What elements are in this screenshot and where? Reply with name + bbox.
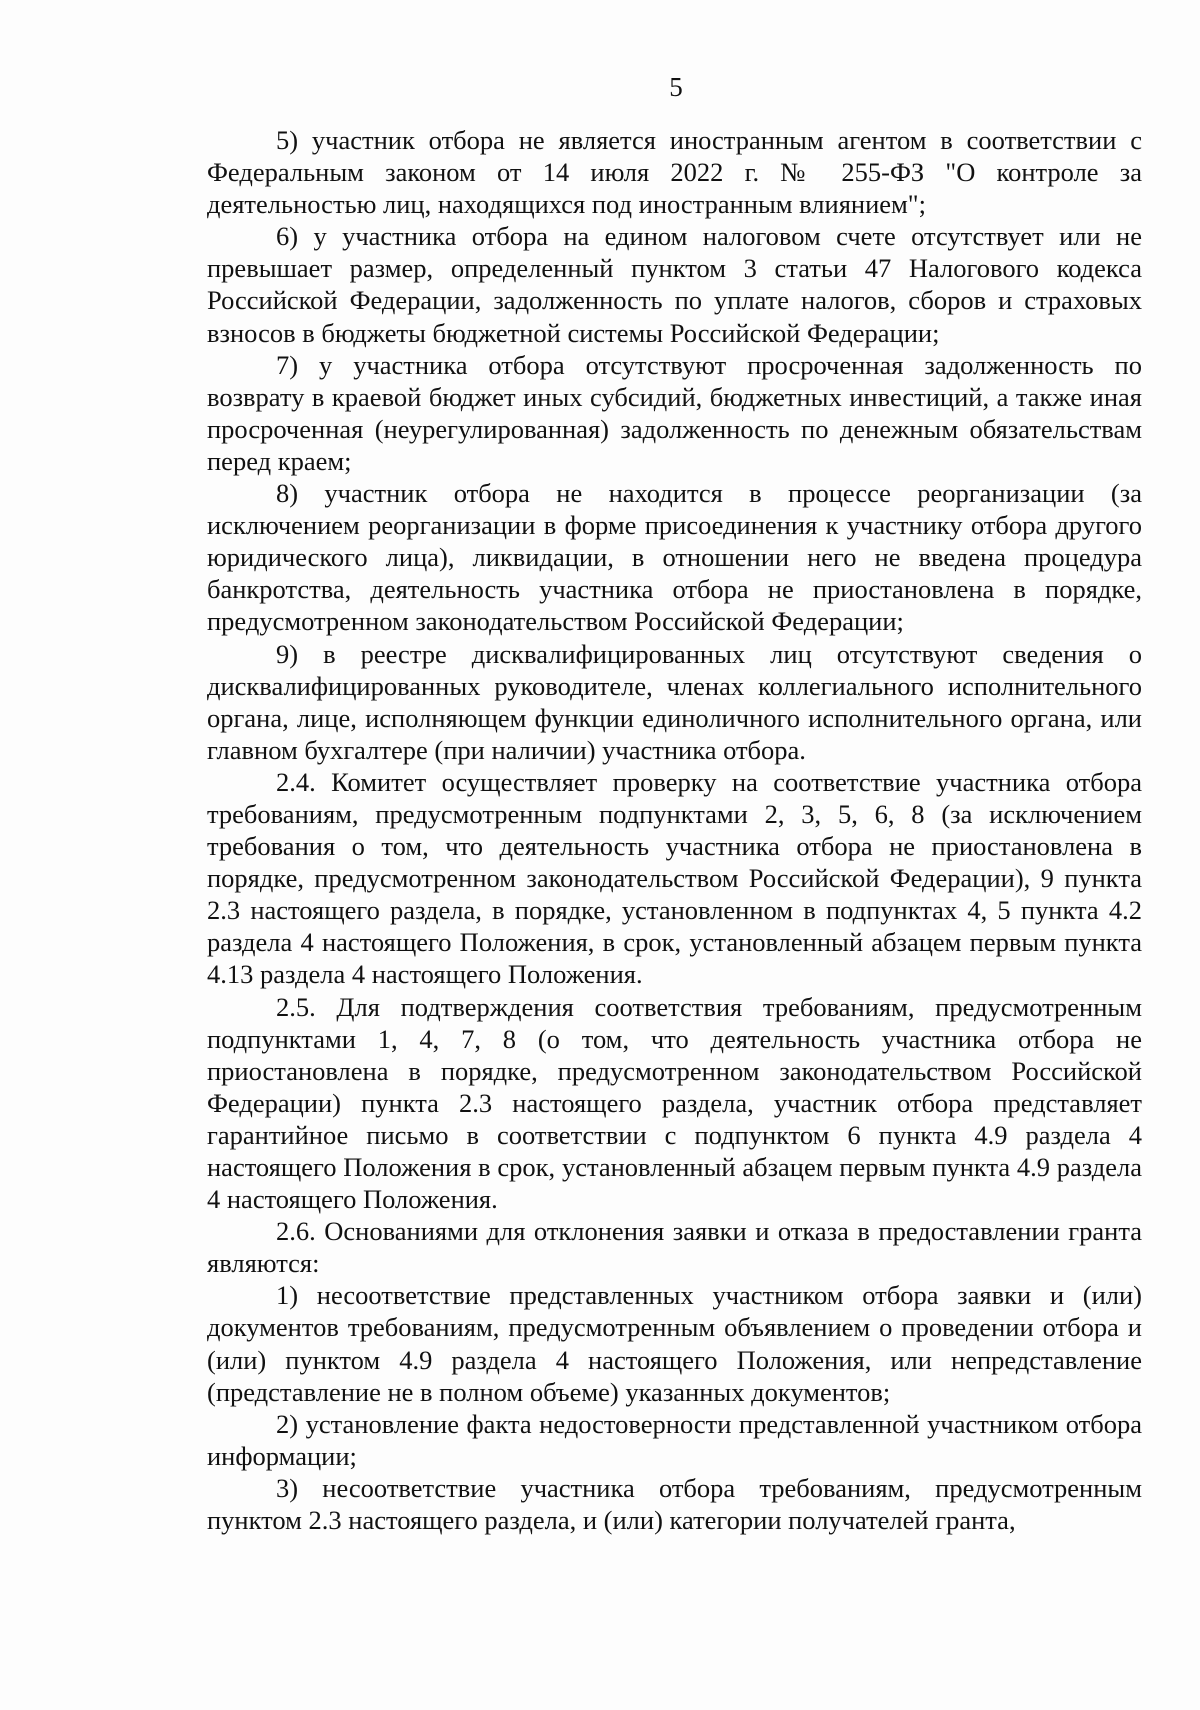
paragraph-ground-1: 1) несоответствие представленных участником отбора заявки и (или) документов требованиям, предусмотренным объявлением о проведении отбора и (или) пунктом 4.9 раздела 4 настоящего Положения, или непредставление (представление не в полном объеме) указанных документов; [207,1280,1142,1407]
document-body [207,124,1142,1536]
paragraph-ground-3: 3) несоответствие участника отбора требованиям, предусмотренным пунктом 2.3 настоящего раздела, и (или) категории получателей гранта, [207,1472,1142,1536]
paragraph-item-5: 5) участник отбора не является иностранным агентом в соответствии с Федеральным законом от 14 июля 2022 г. № 255-ФЗ "О контроле за деятельностью лиц, находящихся под иностранным влиянием"; [207,125,1142,220]
paragraph-item-8: 8) участник отбора не находится в процессе реорганизации (за исключением реорганизации в форме присоединения к участнику отбора другого юридического лица), ликвидации, в отношении него не введена процедура банкротства, деятельность участника отбора не приостановлена в порядке, предусмотренном законодательством Российской Федерации; [207,478,1142,637]
paragraph-clause-2-6: 2.6. Основаниями для отклонения заявки и отказа в предоставлении гранта являются: [207,1216,1142,1279]
page-number: 5 [669,72,683,102]
paragraph-item-7: 7) у участника отбора отсутствуют просроченная задолженность по возврату в краевой бюджет иных субсидий, бюджетных инвестиций, а также иная просроченная (неурегулированная) задолженность по денежным обязательствам перед краем; [207,349,1142,476]
paragraph-clause-2-4: 2.4. Комитет осуществляет проверку на соответствие участника отбора требованиям, предусмотренным подпунктами 2, 3, 5, 6, 8 (за исключением требования о том, что деятельность участника отбора не приостановлена в порядке, предусмотренном законодательством Российской Федерации), 9 пункта 2.3 настоящего раздела, в порядке, установленном в подпунктах 4, 5 пункта 4.2 раздела 4 настоящего Положения, в срок, установленный абзацем первым пункта 4.13 раздела 4 настоящего Положения. [207,766,1142,990]
paragraph-ground-2: 2) установление факта недостоверности представленной участником отбора информации; [207,1408,1142,1471]
paragraph-item-6: 6) у участника отбора на едином налоговом счете отсутствует или не превышает размер, определенный пунктом 3 статьи 47 Налогового кодекса Российской Федерации, задолженность по уплате налогов, сборов и страховых взносов в бюджеты бюджетной системы Российской Федерации; [207,221,1142,348]
paragraph-clause-2-5: 2.5. Для подтверждения соответствия требованиям, предусмотренным подпунктами 1, 4, 7, 8 (о том, что деятельность участника отбора не приостановлена в порядке, предусмотренном законодательством Российской Федерации) пункта 2.3 настоящего раздела, участник отбора представляет гарантийное письмо в соответствии с подпунктом 6 пункта 4.9 раздела 4 настоящего Положения в срок, установленный абзацем первым пункта 4.9 раздела 4 настоящего Положения. [207,991,1142,1215]
paragraph-item-9: 9) в реестре дисквалифицированных лиц отсутствуют сведения о дисквалифицированных руководителе, членах коллегиального исполнительного органа, лице, исполняющем функции единоличного исполнительного органа, или главном бухгалтере (при наличии) участника отбора. [207,638,1142,765]
